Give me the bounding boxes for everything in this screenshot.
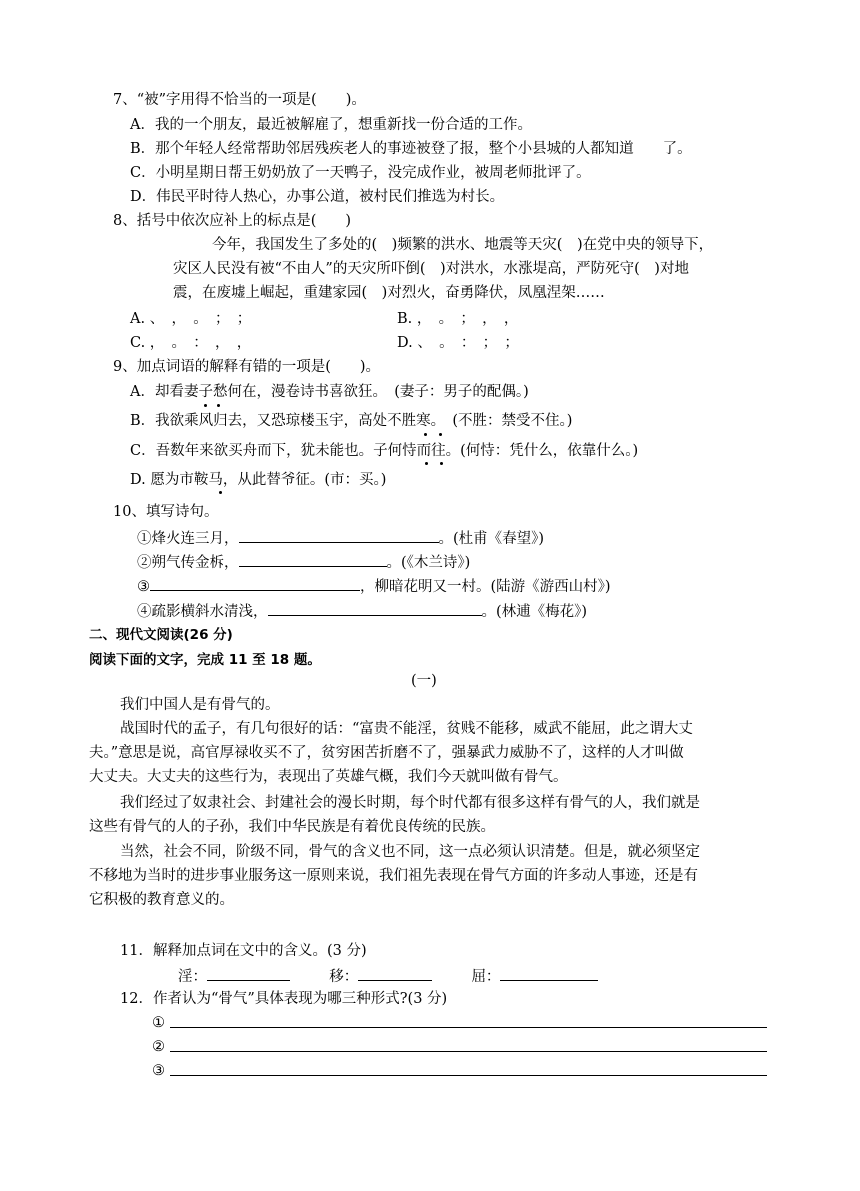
q7-option-c: C．小明星期日帮王奶奶放了一天鸭子，没完成作业，被周老师批评了。	[130, 165, 591, 181]
q11-blank-2[interactable]	[358, 965, 432, 981]
q10-stem: 10、填写诗句。	[113, 504, 219, 520]
q10-line-text: ③	[137, 579, 150, 595]
part-label: (一)	[411, 673, 437, 689]
emphasis-dot	[219, 491, 222, 494]
passage-line: 这些有骨气的人的子孙，我们中华民族是有着优良传统的民族。	[89, 819, 495, 835]
q10-line-text: ②朔气传金柝，	[137, 555, 239, 571]
q8-passage-line: 震，在废墟上崛起，重建家园( )对烈火，奋勇降伏，凤凰涅架……	[173, 285, 605, 301]
q9-stem: 9、加点词语的解释有错的一项是( )。	[113, 359, 381, 375]
q10-line-4	[137, 600, 587, 622]
q11-blank-1[interactable]	[207, 965, 290, 981]
q8-stem: 8、括号中依次应补上的标点是( )	[113, 213, 352, 229]
section-heading: 二、现代文阅读(26 分)	[89, 627, 233, 643]
q9-option-b: B．我欲乘风归去，又恐琼楼玉宇，高处不胜寒。 (不胜：禁受不住。)	[130, 413, 573, 429]
q8-option-c: C. ， 。 ： ， ，	[130, 335, 252, 351]
q11-fields	[178, 965, 598, 987]
passage-line: 夫。”意思是说，高官厚禄收买不了，贫穷困苦折磨不了，强暴武力威胁不了，这样的人才叫做	[89, 745, 684, 761]
q8-option-a: A. 、 ， 。 ； ；	[130, 311, 252, 327]
passage-paragraph: 我们中国人是有骨气的。	[120, 697, 280, 713]
q10-blank-3[interactable]	[150, 575, 360, 591]
section-instruction: 阅读下面的文字，完成 11 至 18 题。	[89, 652, 321, 668]
q10-line-source: 。(林逋《梅花》)	[481, 604, 588, 620]
q7-stem: 7、“被”字用得不恰当的一项是( )。	[113, 92, 366, 108]
q11-blank-3[interactable]	[500, 965, 598, 981]
q12-marker-2: ②	[152, 1039, 165, 1055]
emphasis-dot	[425, 462, 428, 465]
q7-option-b: B．那个年轻人经常帮助邻居残疾老人的事迹被登了报，整个小县城的人都知道 了。	[130, 141, 692, 157]
q8-passage-line: 今年，我国发生了多处的( )频繁的洪水、地震等天灾( )在党中央的领导下，	[212, 237, 714, 253]
passage-line: 战国时代的孟子，有几句很好的话：“富贵不能淫，贫贱不能移，威武不能屈，此之谓大丈	[120, 721, 693, 737]
emphasis-dot	[440, 462, 443, 465]
q12-answer-line-2[interactable]	[170, 1051, 767, 1052]
q10-blank-4[interactable]	[268, 600, 482, 616]
q11-stem: 11．解释加点词在文中的含义。(3 分)	[120, 943, 367, 959]
passage-line: 不移地为当时的进步事业服务这一原则来说，我们祖先表现在骨气方面的许多动人事迹，还是有	[89, 868, 698, 884]
passage-line: 当然，社会不同，阶级不同，骨气的含义也不同，这一点必须认识清楚。但是，就必须坚定	[120, 844, 700, 860]
q10-line-source: ，柳暗花明又一村。(陆游《游西山村》)	[360, 579, 611, 595]
q9-option-d: D. 愿为市鞍马，从此替爷征。(市：买。)	[130, 472, 387, 488]
q10-line-text: ④疏影横斜水清浅，	[137, 604, 268, 620]
q10-line-source: 。(《木兰诗》)	[386, 555, 471, 571]
q10-line-1	[137, 527, 544, 549]
q12-marker-3: ③	[152, 1063, 165, 1079]
q10-line-source: 。(杜甫《春望》)	[438, 531, 545, 547]
q8-option-b: B. ， 。 ； ， ，	[397, 311, 519, 327]
q11-label-2: 移：	[329, 969, 359, 985]
q8-option-d: D. 、 。 ： ； ；	[397, 335, 519, 351]
emphasis-dot	[424, 433, 427, 436]
q11-label-3: 屈：	[471, 969, 501, 985]
q12-answer-line-1[interactable]	[170, 1027, 767, 1028]
q7-option-d: D．伟民平时待人热心，办事公道，被村民们推选为村长。	[130, 189, 505, 205]
q12-marker-1: ①	[152, 1015, 165, 1031]
passage-line: 我们经过了奴隶社会、封建社会的漫长时期，每个时代都有很多这样有骨气的人，我们就是	[120, 795, 700, 811]
q10-line-text: ①烽火连三月，	[137, 531, 239, 547]
q8-passage-line: 灾区人民没有被“不由人”的天灾所吓倒( )对洪水，水涨堤高，严防死守( )对地	[173, 261, 689, 277]
q12-answer-line-3[interactable]	[170, 1075, 767, 1076]
q10-blank-1[interactable]	[239, 527, 439, 543]
q10-line-3	[137, 575, 611, 597]
passage-line: 大丈夫。大丈夫的这些行为，表现出了英雄气概，我们今天就叫做有骨气。	[89, 769, 568, 785]
q9-option-c: C．吾数年来欲买舟而下，犹未能也。子何恃而往。(何恃：凭什么，依靠什么。)	[130, 443, 639, 459]
passage-line: 它积极的教育意义的。	[89, 892, 234, 908]
q9-option-a: A．却看妻子愁何在，漫卷诗书喜欲狂。 (妻子：男子的配偶。)	[130, 384, 529, 400]
q12-stem: 12．作者认为“骨气”具体表现为哪三种形式?(3 分)	[120, 991, 448, 1007]
emphasis-dot	[217, 404, 220, 407]
q10-line-2	[137, 551, 470, 573]
q11-label-1: 淫：	[178, 969, 207, 985]
q10-blank-2[interactable]	[239, 551, 387, 567]
q7-option-a: A．我的一个朋友，最近被解雇了，想重新找一份合适的工作。	[130, 117, 532, 133]
emphasis-dot	[439, 433, 442, 436]
emphasis-dot	[204, 404, 207, 407]
